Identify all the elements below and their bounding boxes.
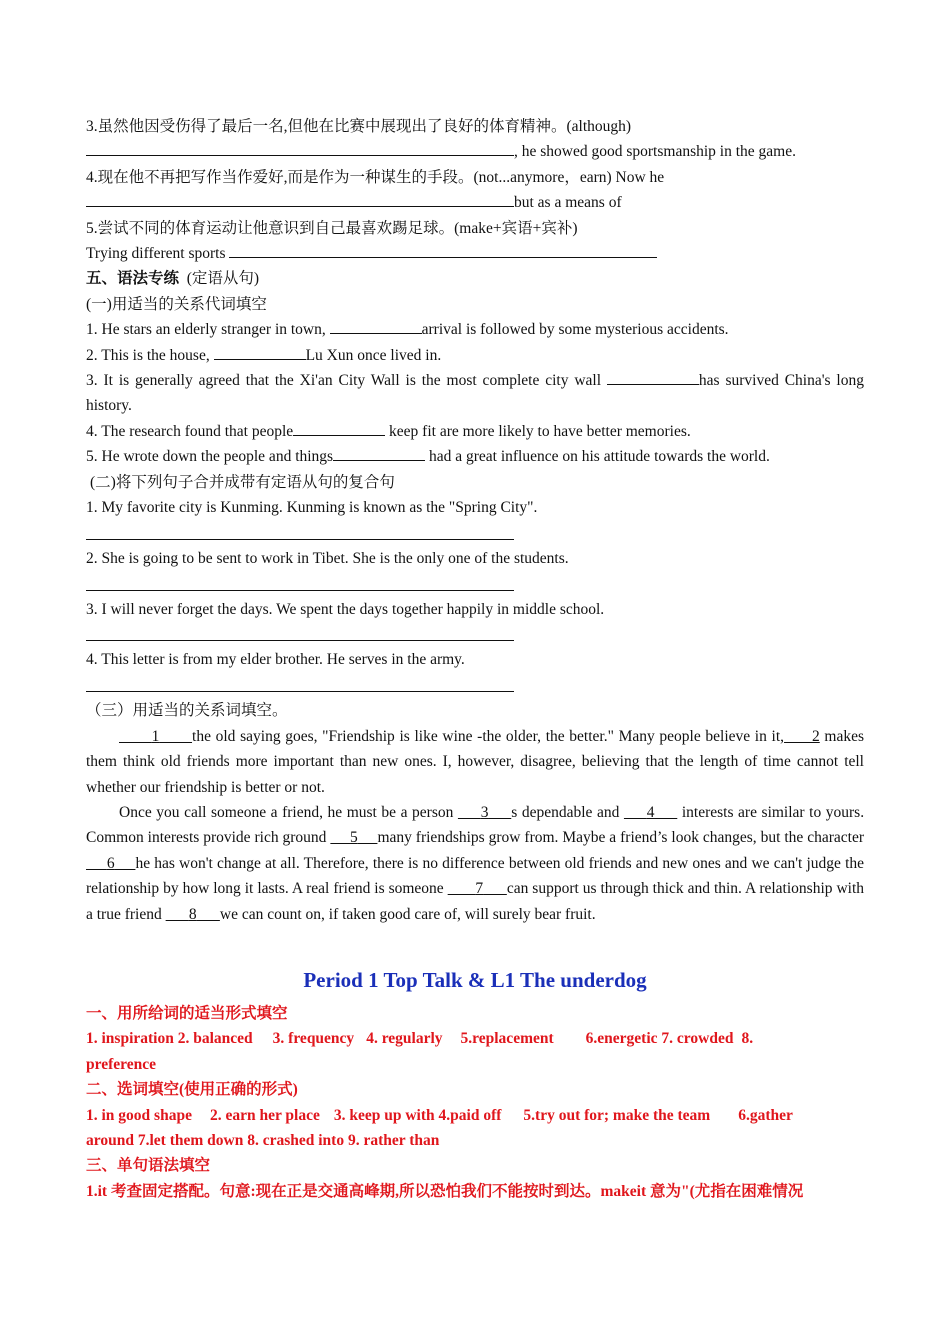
document-page (86, 114, 864, 1204)
translation-q4-answer-line: but as a means of (86, 190, 864, 215)
part1-q1: 1. He stars an elderly stranger in town, arrival is followed by some mysterious accidents. (86, 317, 864, 342)
translation-q3-answer-line: , he showed good sportsmanship in the game. (86, 139, 864, 164)
blank-2[interactable]: 2 (812, 727, 820, 745)
answers-s3-heading: 三、单句语法填空 (86, 1157, 211, 1175)
part1-q2: 2. This is the house, Lu Xun once lived in. (86, 343, 864, 368)
blank-7[interactable]: 7 (475, 880, 484, 898)
part1-heading: (一)用适当的关系代词填空 (86, 295, 267, 313)
blank-8[interactable]: 8 (188, 905, 197, 923)
answers-s1-heading: 一、用所给词的适当形式填空 (86, 1004, 288, 1022)
answer-line[interactable] (86, 571, 514, 596)
part1-q3: 3. It is generally agreed that the Xi'an City Wall is the most complete city wall has survived China's long history. (86, 368, 864, 419)
part3-heading: （三）用适当的关系词填空。 (86, 702, 288, 720)
translation-q5-answer-line: Trying different sports (86, 241, 864, 266)
part1-q5: 5. He wrote down the people and things had a great influence on his attitude towards the world. (86, 444, 864, 469)
answers-s1-line1: 1. inspiration 2. balanced 3. frequency 4. regularly 5.replacement 6.energetic 7. crowded 8. (86, 1030, 754, 1048)
answer-blank[interactable] (293, 419, 385, 436)
translation-q4: 4.现在他不再把写作当作爱好,而是作为一种谋生的手段。(not...anymore，earn) Now he (86, 168, 665, 186)
answer-blank[interactable] (330, 317, 422, 334)
blank-5[interactable]: 5 (350, 829, 358, 847)
answer-blank[interactable] (86, 190, 514, 207)
translation-q3: 3.虽然他因受伤得了最后一名,但他在比赛中展现出了良好的体育精神。(although) (86, 118, 632, 135)
answers-title: Period 1 Top Talk & L1 The underdog (303, 967, 647, 992)
blank-3[interactable]: 3 (480, 803, 489, 821)
grammar-heading: 五、语法专练 (定语从句) (86, 270, 260, 288)
answer-blank[interactable] (229, 241, 657, 258)
answers-s2-heading: 二、选词填空(使用正确的形式) (86, 1081, 298, 1099)
answers-s2-line2: around 7.let them down 8. crashed into 9. rather than (86, 1131, 440, 1149)
part2-q2: 2. She is going to be sent to work in Tibet. She is the only one of the students. (86, 549, 569, 567)
translation-q5: 5.尝试不同的体育运动让他意识到自己最喜欢踢足球。(make+宾语+宾补) (86, 219, 578, 237)
part2-q1: 1. My favorite city is Kunming. Kunming is known as the "Spring City". (86, 499, 538, 517)
part3-paragraph-1: 1 the old saying goes, "Friendship is like wine -the older, the better." Many people believe in it, 2 makes them think old friends more important than new ones. I, however, disagree, believing that the length of time cannot tell whether our friendship is better or not. (86, 727, 865, 796)
answer-line[interactable] (86, 622, 514, 647)
blank-1[interactable]: 1 (151, 727, 160, 745)
answers-s1-line2: preference (86, 1055, 156, 1073)
answer-blank[interactable] (607, 368, 699, 385)
part2-q3: 3. I will never forget the days. We spent the days together happily in middle school. (86, 600, 605, 618)
part3-paragraph-2: Once you call someone a friend, he must be a person 3 s dependable and 4 interests are similar to yours. Common interests provide rich ground 5 many friendships grow from. Maybe a friend’s look changes, but the character 6 he has won't change at all. Therefore, there is no difference between old friends and new ones and we can't judge the relationship by how long it lasts. A real friend is someone 7 can support us through thick and thin. A relationship with a true friend 8 we can count on, if taken good care of, will surely bear fruit. (86, 803, 865, 923)
blank-6[interactable]: 6 (106, 854, 115, 872)
answer-line[interactable] (86, 673, 514, 698)
answer-blank[interactable] (214, 343, 306, 360)
answer-blank[interactable] (333, 444, 425, 461)
answers-s2-line1: 1. in good shape 2. earn her place 3. keep up with 4.paid off 5.try out for; make the team 6.gather (86, 1106, 793, 1124)
answers-s3-line1: 1.it 考查固定搭配。句意:现在正是交通高峰期,所以恐怕我们不能按时到达。makeit 意为"(尤指在困难情况 (86, 1182, 804, 1200)
answer-blank[interactable] (86, 139, 514, 156)
part1-q4: 4. The research found that people keep fit are more likely to have better memories. (86, 419, 864, 444)
answer-line[interactable] (86, 521, 514, 546)
part2-heading: (二)将下列句子合并成带有定语从句的复合句 (90, 473, 395, 491)
blank-4[interactable]: 4 (646, 803, 655, 821)
part2-q4: 4. This letter is from my elder brother. He serves in the army. (86, 651, 465, 669)
